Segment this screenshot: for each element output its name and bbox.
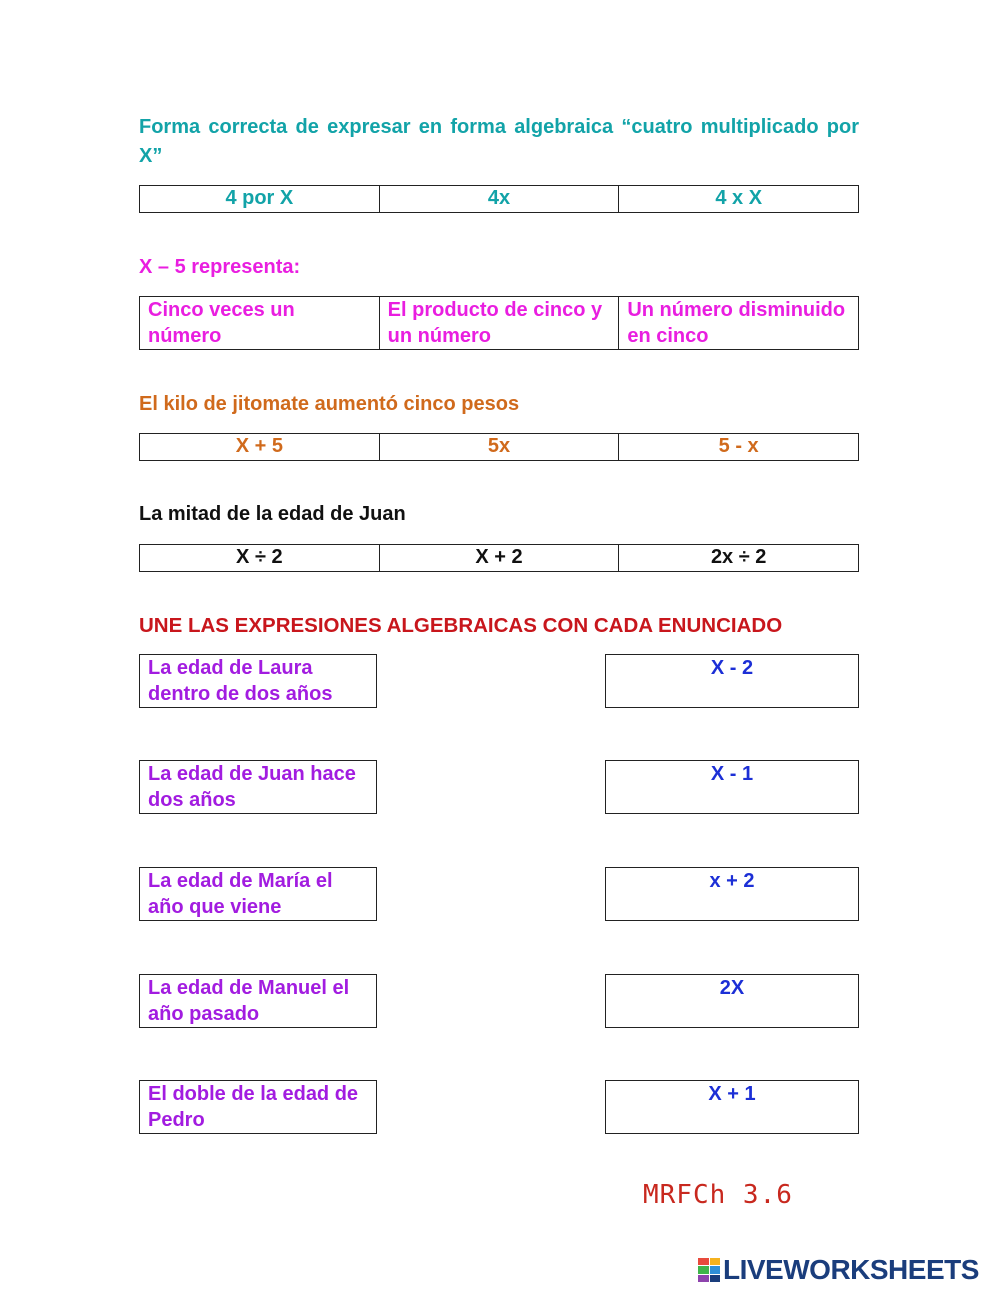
- match-statement-1[interactable]: La edad de Laura dentro de dos años: [139, 654, 377, 708]
- match-expression-2[interactable]: X - 1: [605, 760, 859, 814]
- question-3-prompt: El kilo de jitomate aumentó cinco pesos: [139, 393, 520, 415]
- match-statement-3[interactable]: La edad de María el año que viene: [139, 867, 377, 921]
- question-3-option-2[interactable]: 5x: [379, 434, 619, 460]
- question-3-option-3[interactable]: 5 - x: [618, 434, 858, 460]
- question-1-option-3[interactable]: 4 x X: [618, 186, 858, 212]
- match-expression-3[interactable]: x + 2: [605, 867, 859, 921]
- liveworksheets-logo: [698, 1255, 979, 1285]
- question-2-prompt: X – 5 representa:: [139, 256, 301, 278]
- question-4-option-1[interactable]: X ÷ 2: [236, 546, 283, 568]
- question-3-options: [139, 433, 859, 461]
- question-2-option-2[interactable]: El producto de cinco y un número: [379, 297, 619, 349]
- matching-instruction: UNE LAS EXPRESIONES ALGEBRAICAS CON CADA ENUNCIADO: [139, 614, 783, 637]
- match-expression-4[interactable]: 2X: [605, 974, 859, 1028]
- liveworksheets-logo-text: LIVEWORKSHEETS: [723, 1254, 979, 1285]
- question-4-prompt: La mitad de la edad de Juan: [139, 503, 406, 525]
- question-4-options: [139, 544, 859, 572]
- question-1-option-1[interactable]: 4 por X: [225, 187, 294, 209]
- question-4-option-3[interactable]: 2x ÷ 2: [618, 545, 858, 571]
- question-3-option-1[interactable]: X + 5: [235, 435, 283, 457]
- question-2-option-3[interactable]: Un número disminuido en cinco: [618, 297, 858, 349]
- question-2-options: [139, 296, 859, 350]
- match-statement-4[interactable]: La edad de Manuel el año pasado: [139, 974, 377, 1028]
- match-statement-5[interactable]: El doble de la edad de Pedro: [139, 1080, 377, 1134]
- match-expression-5[interactable]: X + 1: [605, 1080, 859, 1134]
- question-1-option-2[interactable]: 4x: [379, 186, 619, 212]
- question-4-option-2[interactable]: X + 2: [379, 545, 619, 571]
- question-1-options: [139, 185, 859, 213]
- question-1-prompt: Forma correcta de expresar en forma algebraica “cuatro multiplicado por X”: [139, 116, 859, 167]
- liveworksheets-logo-icon: [698, 1258, 720, 1282]
- question-2-option-1[interactable]: Cinco veces un número: [148, 299, 295, 347]
- author-signature: MRFCh 3.6: [643, 1180, 793, 1210]
- match-statement-2[interactable]: La edad de Juan hace dos años: [139, 760, 377, 814]
- match-expression-1[interactable]: X - 2: [605, 654, 859, 708]
